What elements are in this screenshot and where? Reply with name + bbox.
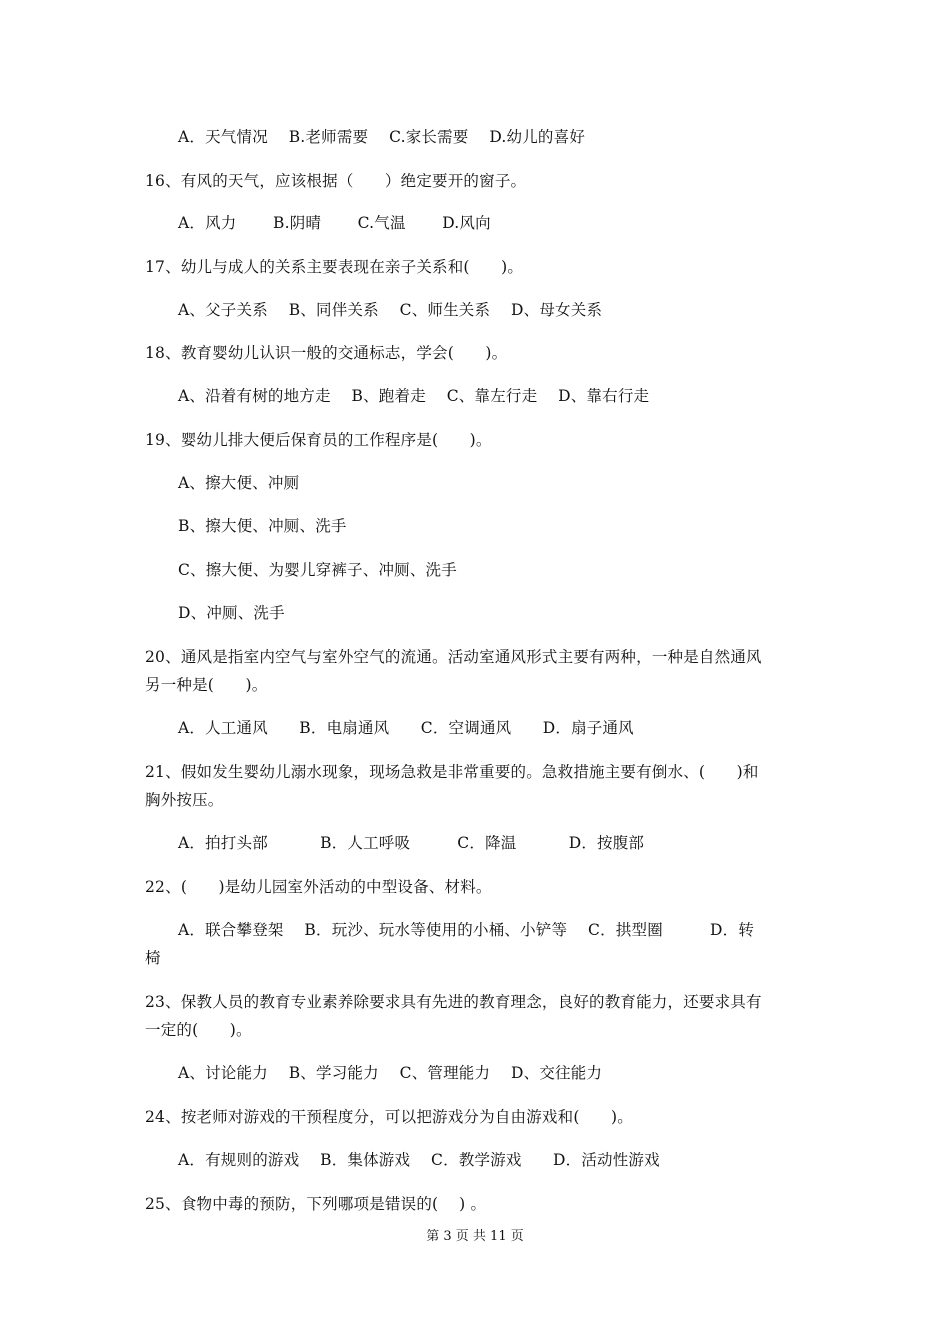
q17-question: 17、幼儿与成人的关系主要表现在亲子关系和( )。 (145, 258, 524, 276)
q21-question-line2: 胸外按压。 (145, 791, 224, 809)
q22-options-line1: A．联合攀登架 B．玩沙、玩水等使用的小桶、小铲等 C．拱型圈 D．转 (178, 921, 755, 939)
q19-option-d: D、冲厕、洗手 (178, 604, 285, 622)
q18-options: A、沿着有树的地方走 B、跑着走 C、靠左行走 D、靠右行走 (178, 387, 650, 405)
q16-options: A．风力 B.阴晴 C.气温 D.风向 (178, 214, 491, 232)
q22-question: 22、( )是幼儿园室外活动的中型设备、材料。 (145, 878, 492, 896)
q21-question-line1: 21、假如发生婴幼儿溺水现象，现场急救是非常重要的。急救措施主要有倒水、( )和 (145, 763, 759, 781)
q19-option-b: B、擦大便、冲厕、洗手 (178, 517, 347, 535)
q23-options: A、讨论能力 B、学习能力 C、管理能力 D、交往能力 (178, 1064, 603, 1082)
q24-question: 24、按老师对游戏的干预程度分，可以把游戏分为自由游戏和( )。 (145, 1108, 633, 1126)
q20-question-line2: 另一种是( )。 (145, 676, 268, 694)
q22-options-line2: 椅 (145, 949, 161, 967)
q25-question: 25、食物中毒的预防，下列哪项是错误的( ) 。 (145, 1195, 487, 1213)
q19-option-a: A、擦大便、冲厕 (178, 474, 300, 492)
q23-question-line2: 一定的( )。 (145, 1021, 252, 1039)
q20-question-line1: 20、通风是指室内空气与室外空气的流通。活动室通风形式主要有两种，一种是自然通风 (145, 648, 762, 666)
q16-question: 16、有风的天气，应该根据（ ）绝定要开的窗子。 (145, 172, 527, 190)
q20-options: A．人工通风 B．电扇通风 C．空调通风 D．扇子通风 (178, 719, 634, 737)
q19-question: 19、婴幼儿排大便后保育员的工作程序是( )。 (145, 431, 492, 449)
q21-options: A．拍打头部 B．人工呼吸 C．降温 D．按腹部 (178, 834, 645, 852)
q18-question: 18、教育婴幼儿认识一般的交通标志，学会( )。 (145, 344, 508, 362)
q23-question-line1: 23、保教人员的教育专业素养除要求具有先进的教育理念，良好的教育能力，还要求具有 (145, 993, 762, 1011)
q17-options: A、父子关系 B、同伴关系 C、师生关系 D、母女关系 (178, 301, 603, 319)
q19-option-c: C、擦大便、为婴儿穿裤子、冲厕、洗手 (178, 561, 457, 579)
q15-options: A．天气情况 B.老师需要 C.家长需要 D.幼儿的喜好 (178, 128, 586, 146)
q24-options: A．有规则的游戏 B．集体游戏 C．教学游戏 D．活动性游戏 (178, 1151, 660, 1169)
page-footer: 第 3 页 共 11 页 (426, 1229, 524, 1244)
